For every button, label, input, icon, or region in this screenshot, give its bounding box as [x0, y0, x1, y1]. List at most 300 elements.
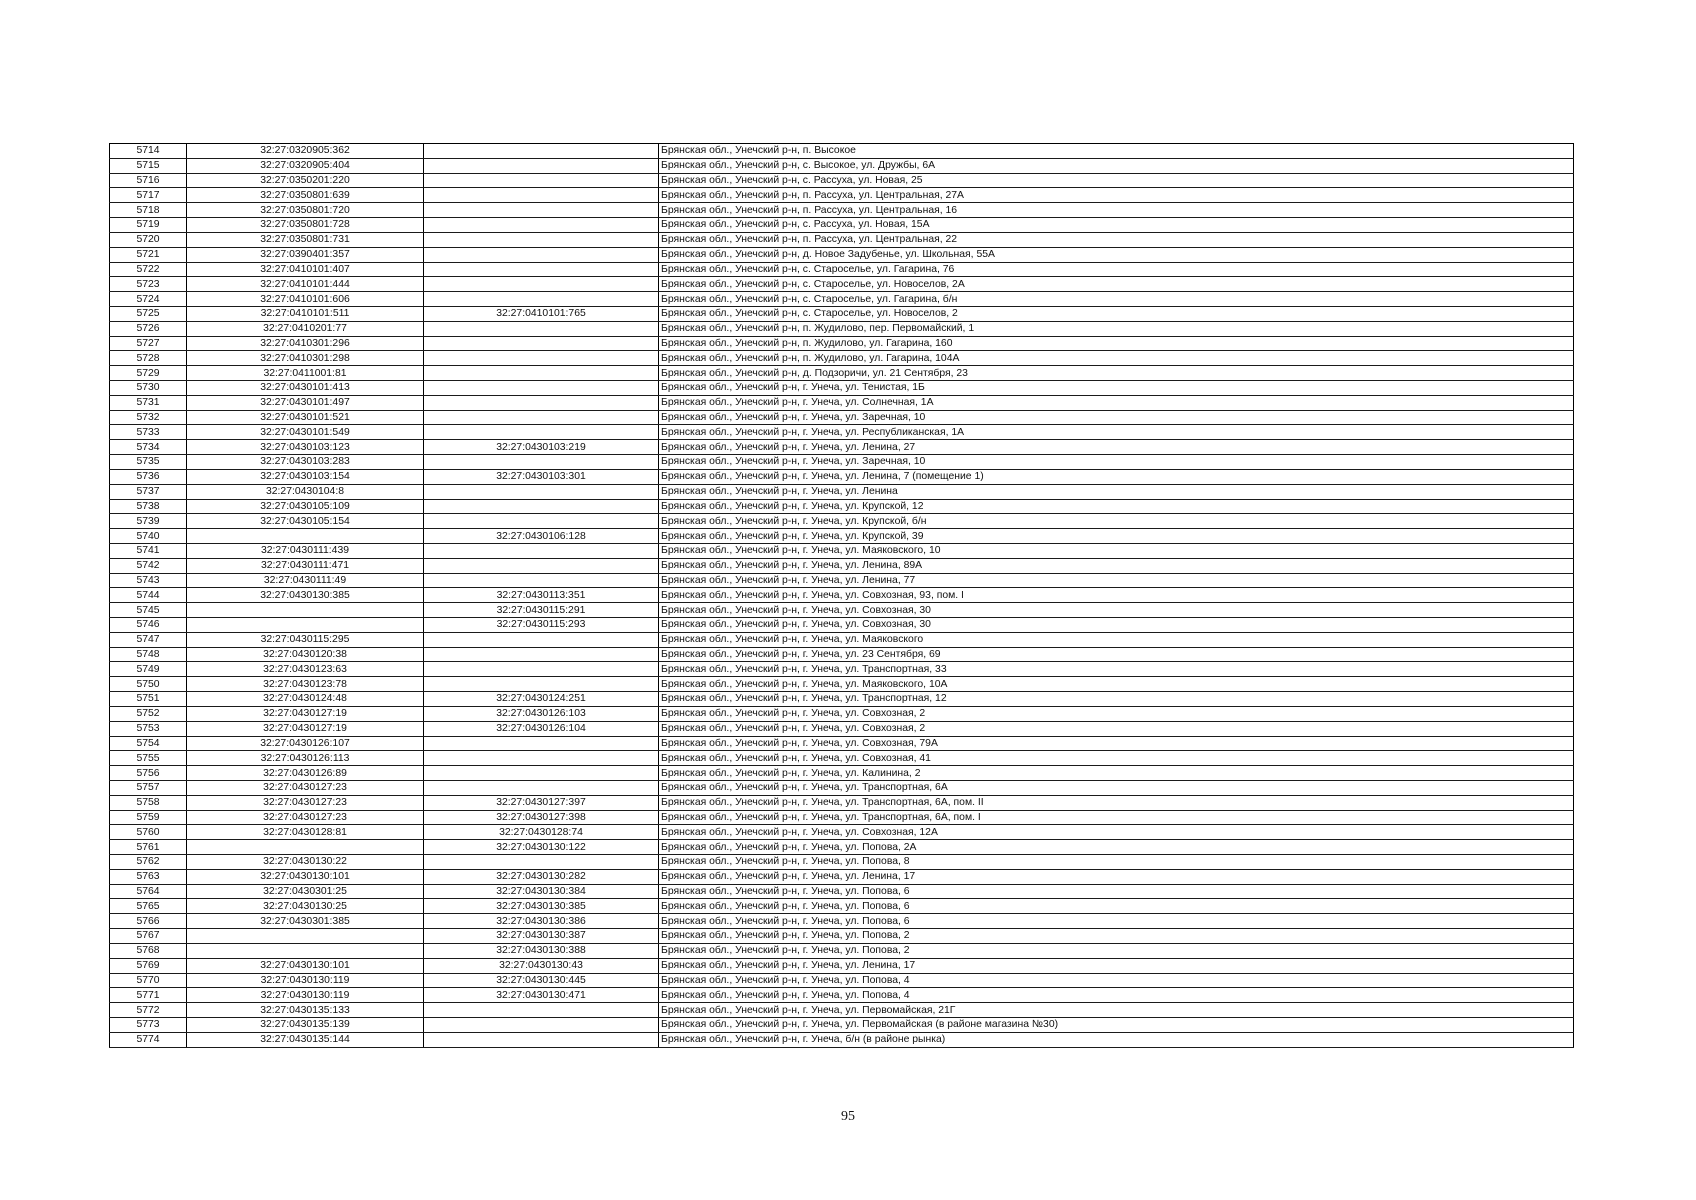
address-cell: Брянская обл., Унечский р-н, г. Унеча, ул. Ленина, 17 [659, 958, 1574, 973]
secondary-cadastral-number-cell [424, 158, 659, 173]
row-number-cell: 5719 [110, 218, 187, 233]
row-number-cell: 5740 [110, 529, 187, 544]
table-row [110, 173, 1574, 188]
cadastral-number-cell: 32:27:0410101:606 [187, 292, 424, 307]
secondary-cadastral-number-cell [424, 543, 659, 558]
address-cell: Брянская обл., Унечский р-н, г. Унеча, ул. Транспортная, 12 [659, 692, 1574, 707]
secondary-cadastral-number-cell [424, 1003, 659, 1018]
address-cell: Брянская обл., Унечский р-н, г. Унеча, ул. Совхозная, 2 [659, 721, 1574, 736]
row-number-cell: 5747 [110, 632, 187, 647]
table-row [110, 336, 1574, 351]
secondary-cadastral-number-cell [424, 203, 659, 218]
row-number-cell: 5730 [110, 381, 187, 396]
table-row [110, 766, 1574, 781]
table-row [110, 469, 1574, 484]
row-number-cell: 5768 [110, 943, 187, 958]
table-row [110, 855, 1574, 870]
table-row [110, 144, 1574, 159]
row-number-cell: 5760 [110, 825, 187, 840]
cadastral-number-cell: 32:27:0350801:731 [187, 232, 424, 247]
secondary-cadastral-number-cell: 32:27:0430103:219 [424, 440, 659, 455]
address-cell: Брянская обл., Унечский р-н, с. Рассуха, ул. Новая, 25 [659, 173, 1574, 188]
table-row [110, 277, 1574, 292]
address-cell: Брянская обл., Унечский р-н, г. Унеча, ул. Крупской, 12 [659, 499, 1574, 514]
row-number-cell: 5726 [110, 321, 187, 336]
row-number-cell: 5742 [110, 558, 187, 573]
address-cell: Брянская обл., Унечский р-н, г. Унеча, ул. Ленина, 7 (помещение 1) [659, 469, 1574, 484]
address-cell: Брянская обл., Унечский р-н, г. Унеча, ул. Попова, 2 [659, 943, 1574, 958]
address-cell: Брянская обл., Унечский р-н, г. Унеча, ул. Ленина, 17 [659, 869, 1574, 884]
table-row [110, 914, 1574, 929]
address-cell: Брянская обл., Унечский р-н, г. Унеча, ул. Совхозная, 30 [659, 618, 1574, 633]
secondary-cadastral-number-cell [424, 277, 659, 292]
cadastral-number-cell: 32:27:0410101:407 [187, 262, 424, 277]
row-number-cell: 5739 [110, 514, 187, 529]
secondary-cadastral-number-cell: 32:27:0430126:103 [424, 706, 659, 721]
cadastral-number-cell: 32:27:0430130:385 [187, 588, 424, 603]
cadastral-number-cell: 32:27:0350201:220 [187, 173, 424, 188]
address-cell: Брянская обл., Унечский р-н, г. Унеча, ул. Транспортная, 6А, пом. I [659, 810, 1574, 825]
address-cell: Брянская обл., Унечский р-н, г. Унеча, ул. Совхозная, 2 [659, 706, 1574, 721]
cadastral-number-cell: 32:27:0430103:154 [187, 469, 424, 484]
row-number-cell: 5722 [110, 262, 187, 277]
row-number-cell: 5724 [110, 292, 187, 307]
cadastral-number-cell: 32:27:0430115:295 [187, 632, 424, 647]
row-number-cell: 5743 [110, 573, 187, 588]
row-number-cell: 5736 [110, 469, 187, 484]
row-number-cell: 5759 [110, 810, 187, 825]
cadastral-number-cell: 32:27:0430135:139 [187, 1017, 424, 1032]
cadastral-number-cell: 32:27:0430127:19 [187, 706, 424, 721]
row-number-cell: 5755 [110, 751, 187, 766]
cadastral-number-cell: 32:27:0320905:404 [187, 158, 424, 173]
secondary-cadastral-number-cell [424, 232, 659, 247]
address-cell: Брянская обл., Унечский р-н, п. Жудилово, пер. Первомайский, 1 [659, 321, 1574, 336]
row-number-cell: 5749 [110, 662, 187, 677]
table-row [110, 381, 1574, 396]
cadastral-number-cell: 32:27:0430111:439 [187, 543, 424, 558]
row-number-cell: 5715 [110, 158, 187, 173]
cadastral-number-cell: 32:27:0410101:511 [187, 306, 424, 321]
secondary-cadastral-number-cell: 32:27:0430113:351 [424, 588, 659, 603]
table-row [110, 1032, 1574, 1047]
cadastral-number-cell: 32:27:0410201:77 [187, 321, 424, 336]
row-number-cell: 5741 [110, 543, 187, 558]
table-row [110, 558, 1574, 573]
address-cell: Брянская обл., Унечский р-н, г. Унеча, ул. Крупской, б/н [659, 514, 1574, 529]
cadastral-number-cell: 32:27:0430101:497 [187, 395, 424, 410]
table-row [110, 751, 1574, 766]
address-cell: Брянская обл., Унечский р-н, г. Унеча, ул. Транспортная, 6А [659, 780, 1574, 795]
secondary-cadastral-number-cell [424, 677, 659, 692]
cadastral-number-cell [187, 840, 424, 855]
row-number-cell: 5773 [110, 1017, 187, 1032]
page-number: 95 [841, 1109, 855, 1124]
row-number-cell: 5727 [110, 336, 187, 351]
cadastral-number-cell: 32:27:0430130:22 [187, 855, 424, 870]
address-cell: Брянская обл., Унечский р-н, п. Рассуха, ул. Центральная, 27А [659, 188, 1574, 203]
cadastral-number-cell: 32:27:0410301:296 [187, 336, 424, 351]
address-cell: Брянская обл., Унечский р-н, г. Унеча, ул. Маяковского, 10 [659, 543, 1574, 558]
table-row [110, 810, 1574, 825]
row-number-cell: 5754 [110, 736, 187, 751]
secondary-cadastral-number-cell [424, 573, 659, 588]
secondary-cadastral-number-cell: 32:27:0430124:251 [424, 692, 659, 707]
table-row [110, 706, 1574, 721]
row-number-cell: 5717 [110, 188, 187, 203]
table-row [110, 603, 1574, 618]
row-number-cell: 5734 [110, 440, 187, 455]
row-number-cell: 5738 [110, 499, 187, 514]
table-row [110, 306, 1574, 321]
table-row [110, 484, 1574, 499]
table-row [110, 351, 1574, 366]
address-cell: Брянская обл., Унечский р-н, г. Унеча, ул. Ленина, 77 [659, 573, 1574, 588]
secondary-cadastral-number-cell [424, 188, 659, 203]
secondary-cadastral-number-cell: 32:27:0430130:388 [424, 943, 659, 958]
table-row [110, 425, 1574, 440]
table-row [110, 795, 1574, 810]
row-number-cell: 5716 [110, 173, 187, 188]
row-number-cell: 5723 [110, 277, 187, 292]
address-cell: Брянская обл., Унечский р-н, г. Унеча, ул. Попова, 8 [659, 855, 1574, 870]
secondary-cadastral-number-cell: 32:27:0430103:301 [424, 469, 659, 484]
address-cell: Брянская обл., Унечский р-н, с. Старосельe, ул. Гагарина, б/н [659, 292, 1574, 307]
table-row [110, 232, 1574, 247]
cadastral-number-cell: 32:27:0430126:113 [187, 751, 424, 766]
cadastral-number-cell: 32:27:0350801:639 [187, 188, 424, 203]
cadastral-number-cell: 32:27:0430126:107 [187, 736, 424, 751]
secondary-cadastral-number-cell [424, 321, 659, 336]
secondary-cadastral-number-cell [424, 1017, 659, 1032]
row-number-cell: 5744 [110, 588, 187, 603]
address-cell: Брянская обл., Унечский р-н, г. Унеча, б/н (в районе рынка) [659, 1032, 1574, 1047]
cadastral-number-cell: 32:27:0320905:362 [187, 144, 424, 159]
address-cell: Брянская обл., Унечский р-н, г. Унеча, ул. Заречная, 10 [659, 455, 1574, 470]
row-number-cell: 5735 [110, 455, 187, 470]
cadastral-number-cell: 32:27:0410101:444 [187, 277, 424, 292]
table-row [110, 588, 1574, 603]
row-number-cell: 5733 [110, 425, 187, 440]
cadastral-number-cell: 32:27:0430127:19 [187, 721, 424, 736]
table-row [110, 455, 1574, 470]
address-cell: Брянская обл., Унечский р-н, г. Унеча, ул. Заречная, 10 [659, 410, 1574, 425]
cadastral-number-cell: 32:27:0430128:81 [187, 825, 424, 840]
table-row [110, 247, 1574, 262]
cadastral-number-cell [187, 603, 424, 618]
table-row [110, 292, 1574, 307]
secondary-cadastral-number-cell: 32:27:0430127:398 [424, 810, 659, 825]
cadastral-number-cell: 32:27:0430126:89 [187, 766, 424, 781]
address-cell: Брянская обл., Унечский р-н, с. Старосельe, ул. Новоселов, 2А [659, 277, 1574, 292]
row-number-cell: 5758 [110, 795, 187, 810]
secondary-cadastral-number-cell [424, 395, 659, 410]
address-cell: Брянская обл., Унечский р-н, г. Унеча, ул. Совхозная, 30 [659, 603, 1574, 618]
row-number-cell: 5771 [110, 988, 187, 1003]
cadastral-number-cell: 32:27:0430103:123 [187, 440, 424, 455]
table-row [110, 647, 1574, 662]
cadastral-number-cell: 32:27:0430130:25 [187, 899, 424, 914]
secondary-cadastral-number-cell [424, 425, 659, 440]
secondary-cadastral-number-cell: 32:27:0430130:471 [424, 988, 659, 1003]
address-cell: Брянская обл., Унечский р-н, г. Унеча, ул. 23 Сентября, 69 [659, 647, 1574, 662]
cadastral-number-cell [187, 929, 424, 944]
row-number-cell: 5718 [110, 203, 187, 218]
row-number-cell: 5720 [110, 232, 187, 247]
table-row [110, 188, 1574, 203]
table-row [110, 780, 1574, 795]
table-row [110, 958, 1574, 973]
address-cell: Брянская обл., Унечский р-н, г. Унеча, ул. Совхозная, 93, пом. I [659, 588, 1574, 603]
cadastral-number-cell: 32:27:0430127:23 [187, 795, 424, 810]
row-number-cell: 5764 [110, 884, 187, 899]
address-cell: Брянская обл., Унечский р-н, г. Унеча, ул. Тенистая, 1Б [659, 381, 1574, 396]
cadastral-number-cell: 32:27:0430105:154 [187, 514, 424, 529]
table-row [110, 869, 1574, 884]
address-cell: Брянская обл., Унечский р-н, г. Унеча, ул. Крупской, 39 [659, 529, 1574, 544]
address-cell: Брянская обл., Унечский р-н, д. Подзоричи, ул. 21 Сентября, 23 [659, 366, 1574, 381]
secondary-cadastral-number-cell: 32:27:0430126:104 [424, 721, 659, 736]
secondary-cadastral-number-cell [424, 647, 659, 662]
row-number-cell: 5752 [110, 706, 187, 721]
address-cell: Брянская обл., Унечский р-н, д. Новое Задубенье, ул. Школьная, 55А [659, 247, 1574, 262]
row-number-cell: 5750 [110, 677, 187, 692]
secondary-cadastral-number-cell [424, 292, 659, 307]
secondary-cadastral-number-cell: 32:27:0430130:43 [424, 958, 659, 973]
address-cell: Брянская обл., Унечский р-н, г. Унеча, ул. Попова, 2 [659, 929, 1574, 944]
table-row [110, 721, 1574, 736]
address-cell: Брянская обл., Унечский р-н, г. Унеча, ул. Попова, 6 [659, 884, 1574, 899]
cadastral-number-cell: 32:27:0430123:78 [187, 677, 424, 692]
secondary-cadastral-number-cell: 32:27:0430130:282 [424, 869, 659, 884]
address-cell: Брянская обл., Унечский р-н, г. Унеча, ул. Маяковского [659, 632, 1574, 647]
table-row [110, 825, 1574, 840]
cadastral-number-cell: 32:27:0430123:63 [187, 662, 424, 677]
cadastral-number-cell: 32:27:0430301:25 [187, 884, 424, 899]
table-row [110, 543, 1574, 558]
address-cell: Брянская обл., Унечский р-н, г. Унеча, ул. Попова, 4 [659, 988, 1574, 1003]
cadastral-number-cell: 32:27:0430104:8 [187, 484, 424, 499]
cadastral-number-cell: 32:27:0411001:81 [187, 366, 424, 381]
secondary-cadastral-number-cell [424, 366, 659, 381]
address-cell: Брянская обл., Унечский р-н, г. Унеча, ул. Совхозная, 12А [659, 825, 1574, 840]
cadastral-number-cell: 32:27:0430101:549 [187, 425, 424, 440]
cadastral-number-cell: 32:27:0350801:728 [187, 218, 424, 233]
address-cell: Брянская обл., Унечский р-н, п. Рассуха, ул. Центральная, 22 [659, 232, 1574, 247]
table-row [110, 262, 1574, 277]
property-table [109, 143, 1574, 1048]
row-number-cell: 5765 [110, 899, 187, 914]
row-number-cell: 5721 [110, 247, 187, 262]
secondary-cadastral-number-cell: 32:27:0430130:387 [424, 929, 659, 944]
secondary-cadastral-number-cell [424, 780, 659, 795]
table-row [110, 618, 1574, 633]
row-number-cell: 5731 [110, 395, 187, 410]
secondary-cadastral-number-cell: 32:27:0430106:128 [424, 529, 659, 544]
secondary-cadastral-number-cell: 32:27:0430115:293 [424, 618, 659, 633]
row-number-cell: 5725 [110, 306, 187, 321]
cadastral-number-cell: 32:27:0430101:413 [187, 381, 424, 396]
secondary-cadastral-number-cell [424, 351, 659, 366]
secondary-cadastral-number-cell [424, 751, 659, 766]
secondary-cadastral-number-cell [424, 736, 659, 751]
secondary-cadastral-number-cell: 32:27:0430130:122 [424, 840, 659, 855]
address-cell: Брянская обл., Унечский р-н, г. Унеча, ул. Ленина, 27 [659, 440, 1574, 455]
secondary-cadastral-number-cell: 32:27:0430130:385 [424, 899, 659, 914]
row-number-cell: 5737 [110, 484, 187, 499]
row-number-cell: 5763 [110, 869, 187, 884]
cadastral-number-cell: 32:27:0430301:385 [187, 914, 424, 929]
cadastral-number-cell: 32:27:0430111:471 [187, 558, 424, 573]
table-row [110, 218, 1574, 233]
secondary-cadastral-number-cell [424, 514, 659, 529]
address-cell: Брянская обл., Унечский р-н, г. Унеча, ул. Первомайская (в районе магазина №30) [659, 1017, 1574, 1032]
row-number-cell: 5762 [110, 855, 187, 870]
cadastral-number-cell: 32:27:0430111:49 [187, 573, 424, 588]
secondary-cadastral-number-cell [424, 455, 659, 470]
table-row [110, 573, 1574, 588]
secondary-cadastral-number-cell [424, 173, 659, 188]
cadastral-number-cell: 32:27:0430105:109 [187, 499, 424, 514]
secondary-cadastral-number-cell: 32:27:0430127:397 [424, 795, 659, 810]
table-row [110, 410, 1574, 425]
table-row [110, 499, 1574, 514]
address-cell: Брянская обл., Унечский р-н, г. Унеча, ул. Ленина, 89А [659, 558, 1574, 573]
cadastral-number-cell: 32:27:0430101:521 [187, 410, 424, 425]
secondary-cadastral-number-cell: 32:27:0430128:74 [424, 825, 659, 840]
address-cell: Брянская обл., Унечский р-н, г. Унеча, ул. Совхозная, 41 [659, 751, 1574, 766]
table-row [110, 158, 1574, 173]
address-cell: Брянская обл., Унечский р-н, г. Унеча, ул. Республиканская, 1А [659, 425, 1574, 440]
cadastral-number-cell: 32:27:0430130:119 [187, 973, 424, 988]
secondary-cadastral-number-cell [424, 262, 659, 277]
table-row [110, 366, 1574, 381]
secondary-cadastral-number-cell: 32:27:0430130:384 [424, 884, 659, 899]
cadastral-number-cell [187, 943, 424, 958]
secondary-cadastral-number-cell: 32:27:0430115:291 [424, 603, 659, 618]
cadastral-number-cell: 32:27:0430130:119 [187, 988, 424, 1003]
address-cell: Брянская обл., Унечский р-н, г. Унеча, ул. Маяковского, 10А [659, 677, 1574, 692]
cadastral-number-cell: 32:27:0430135:133 [187, 1003, 424, 1018]
address-cell: Брянская обл., Унечский р-н, г. Унеча, ул. Совхозная, 79А [659, 736, 1574, 751]
address-cell: Брянская обл., Унечский р-н, г. Унеча, ул. Калинина, 2 [659, 766, 1574, 781]
cadastral-number-cell: 32:27:0390401:357 [187, 247, 424, 262]
address-cell: Брянская обл., Унечский р-н, г. Унеча, ул. Транспортная, 6А, пом. II [659, 795, 1574, 810]
secondary-cadastral-number-cell [424, 336, 659, 351]
table-row [110, 203, 1574, 218]
row-number-cell: 5732 [110, 410, 187, 425]
row-number-cell: 5746 [110, 618, 187, 633]
address-cell: Брянская обл., Унечский р-н, г. Унеча, ул. Солнечная, 1А [659, 395, 1574, 410]
secondary-cadastral-number-cell: 32:27:0430130:386 [424, 914, 659, 929]
address-cell: Брянская обл., Унечский р-н, г. Унеча, ул. Попова, 4 [659, 973, 1574, 988]
table-row [110, 677, 1574, 692]
row-number-cell: 5757 [110, 780, 187, 795]
secondary-cadastral-number-cell [424, 855, 659, 870]
cadastral-number-cell: 32:27:0430120:38 [187, 647, 424, 662]
table-row [110, 514, 1574, 529]
secondary-cadastral-number-cell [424, 381, 659, 396]
table-row [110, 884, 1574, 899]
secondary-cadastral-number-cell [424, 499, 659, 514]
address-cell: Брянская обл., Унечский р-н, г. Унеча, ул. Попова, 6 [659, 899, 1574, 914]
cadastral-number-cell: 32:27:0410301:298 [187, 351, 424, 366]
cadastral-number-cell: 32:27:0430130:101 [187, 869, 424, 884]
address-cell: Брянская обл., Унечский р-н, п. Высокое [659, 144, 1574, 159]
secondary-cadastral-number-cell [424, 144, 659, 159]
cadastral-number-cell: 32:27:0430127:23 [187, 810, 424, 825]
cadastral-number-cell [187, 529, 424, 544]
row-number-cell: 5769 [110, 958, 187, 973]
cadastral-number-cell: 32:27:0430130:101 [187, 958, 424, 973]
row-number-cell: 5770 [110, 973, 187, 988]
address-cell: Брянская обл., Унечский р-н, г. Унеча, ул. Попова, 6 [659, 914, 1574, 929]
table-row [110, 736, 1574, 751]
row-number-cell: 5729 [110, 366, 187, 381]
secondary-cadastral-number-cell [424, 484, 659, 499]
address-cell: Брянская обл., Унечский р-н, п. Жудилово, ул. Гагарина, 160 [659, 336, 1574, 351]
secondary-cadastral-number-cell [424, 662, 659, 677]
secondary-cadastral-number-cell [424, 218, 659, 233]
table-row [110, 321, 1574, 336]
row-number-cell: 5753 [110, 721, 187, 736]
table-row [110, 1017, 1574, 1032]
row-number-cell: 5767 [110, 929, 187, 944]
table-row [110, 662, 1574, 677]
row-number-cell: 5751 [110, 692, 187, 707]
row-number-cell: 5774 [110, 1032, 187, 1047]
address-cell: Брянская обл., Унечский р-н, с. Старосельe, ул. Новоселов, 2 [659, 306, 1574, 321]
secondary-cadastral-number-cell: 32:27:0410101:765 [424, 306, 659, 321]
table-row [110, 440, 1574, 455]
table-row [110, 840, 1574, 855]
cadastral-number-cell: 32:27:0350801:720 [187, 203, 424, 218]
table-row [110, 988, 1574, 1003]
secondary-cadastral-number-cell [424, 766, 659, 781]
row-number-cell: 5745 [110, 603, 187, 618]
address-cell: Брянская обл., Унечский р-н, п. Жудилово, ул. Гагарина, 104А [659, 351, 1574, 366]
secondary-cadastral-number-cell [424, 410, 659, 425]
address-cell: Брянская обл., Унечский р-н, с. Высокое, ул. Дружбы, 6А [659, 158, 1574, 173]
address-cell: Брянская обл., Унечский р-н, г. Унеча, ул. Первомайская, 21Г [659, 1003, 1574, 1018]
secondary-cadastral-number-cell: 32:27:0430130:445 [424, 973, 659, 988]
row-number-cell: 5728 [110, 351, 187, 366]
address-cell: Брянская обл., Унечский р-н, с. Старосельe, ул. Гагарина, 76 [659, 262, 1574, 277]
secondary-cadastral-number-cell [424, 247, 659, 262]
address-cell: Брянская обл., Унечский р-н, п. Рассуха, ул. Центральная, 16 [659, 203, 1574, 218]
table-row [110, 529, 1574, 544]
cadastral-number-cell: 32:27:0430135:144 [187, 1032, 424, 1047]
table-body [110, 144, 1574, 1048]
address-cell: Брянская обл., Унечский р-н, г. Унеча, ул. Попова, 2А [659, 840, 1574, 855]
secondary-cadastral-number-cell [424, 558, 659, 573]
cadastral-number-cell: 32:27:0430124:48 [187, 692, 424, 707]
row-number-cell: 5761 [110, 840, 187, 855]
address-cell: Брянская обл., Унечский р-н, г. Унеча, ул. Транспортная, 33 [659, 662, 1574, 677]
row-number-cell: 5756 [110, 766, 187, 781]
secondary-cadastral-number-cell [424, 632, 659, 647]
table-row [110, 632, 1574, 647]
table-row [110, 395, 1574, 410]
table-row [110, 1003, 1574, 1018]
table-row [110, 973, 1574, 988]
table-row [110, 929, 1574, 944]
cadastral-number-cell [187, 618, 424, 633]
secondary-cadastral-number-cell [424, 1032, 659, 1047]
cadastral-number-cell: 32:27:0430127:23 [187, 780, 424, 795]
row-number-cell: 5748 [110, 647, 187, 662]
row-number-cell: 5714 [110, 144, 187, 159]
